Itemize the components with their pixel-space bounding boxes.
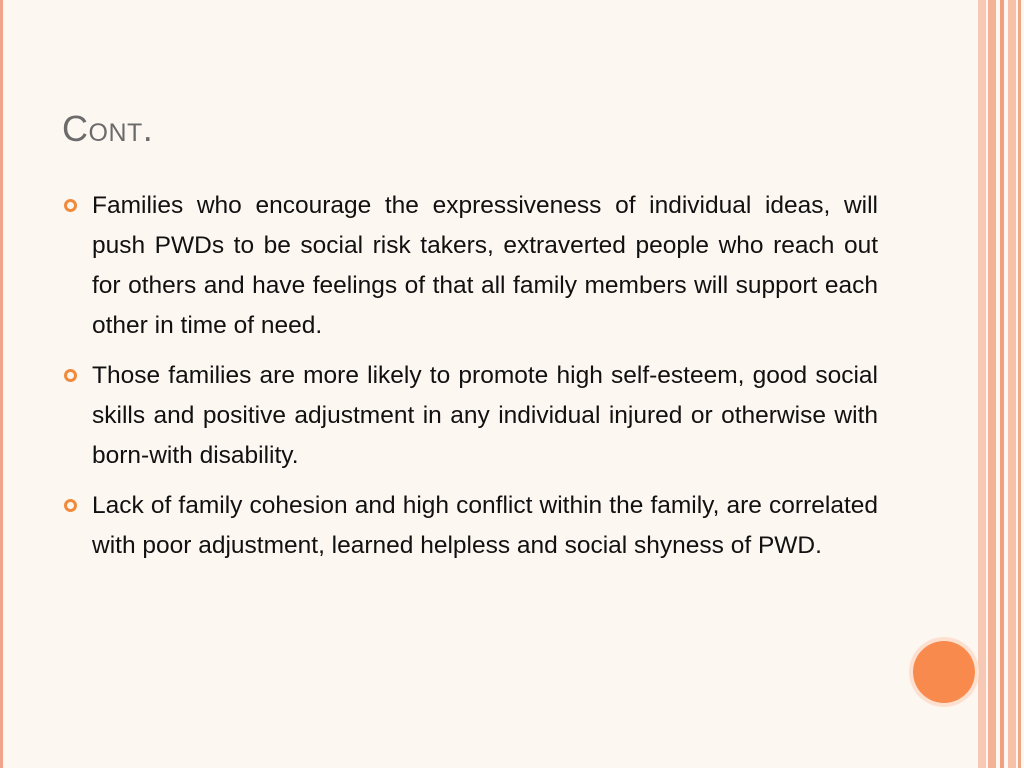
bullet-text: Families who encourage the expressiveness of individual ideas, will push PWDs to be social risk takers, extraverted people who reach out for others and have feelings of that all family members will support each other in time of need. <box>92 192 878 339</box>
ring-bullet-icon <box>64 369 77 382</box>
bullet-list <box>64 186 878 576</box>
slide-title: Cont. <box>62 108 154 149</box>
ring-bullet-icon <box>64 499 77 512</box>
bullet-text: Lack of family cohesion and high conflict within the family, are correlated with poor adjustment, learned helpless and social shyness of PWD. <box>92 492 878 559</box>
bullet-item <box>64 486 878 566</box>
stripe <box>1018 0 1021 768</box>
stripe <box>1000 0 1004 768</box>
right-decorative-stripes <box>978 0 1024 768</box>
stripe <box>988 0 996 768</box>
bullet-item <box>64 356 878 476</box>
stripe <box>978 0 986 768</box>
bullet-text: Those families are more likely to promote high self-esteem, good social skills and positive adjustment in any individual injured or otherwise with born-with disability. <box>92 362 878 469</box>
ring-bullet-icon <box>64 199 77 212</box>
orange-circle-icon <box>913 641 975 703</box>
bullet-item <box>64 186 878 346</box>
left-border-line <box>0 0 3 768</box>
stripe <box>1008 0 1016 768</box>
